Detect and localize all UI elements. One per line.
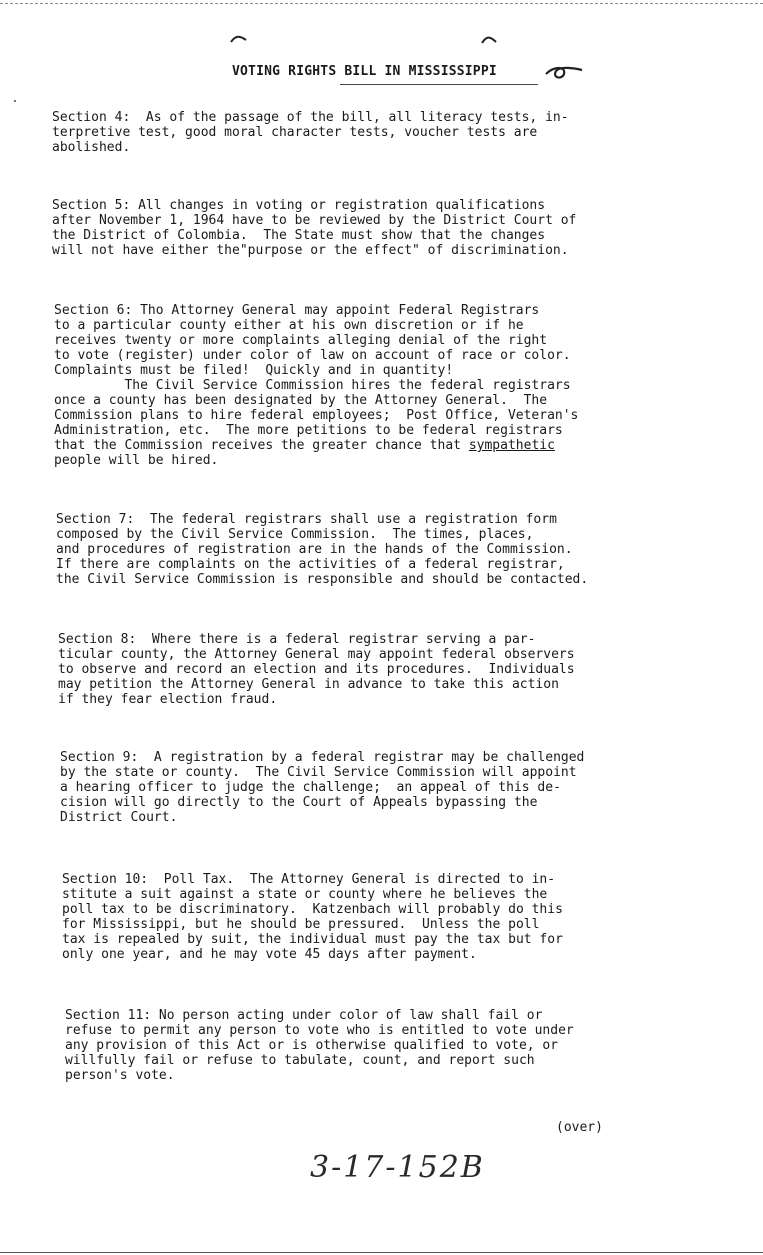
section-6: Section 6: Tho Attorney General may appoint Federal Registrars to a particular county either at his own discretion or if he receives twenty or more complaints alleging denial of the right to vote (register) under color of law on account of race or color. Complaints must be filed! Quickly and in quantity! The Civil Service Commission hires the federal registrars once a county has been designated by the Attorney General. The Commission plans to hire federal employees; Post Office, Veteran's Administration, etc. The more petitions to be federal registrars that the Commission receives the greater chance that sympathetic people will be hired. [54, 303, 579, 468]
underlined-word: sympathetic [468, 438, 555, 453]
page-bottom-edge [0, 1252, 763, 1253]
page-top-edge [0, 3, 763, 4]
section-7: Section 7: The federal registrars shall use a registration form composed by the Civil Service Commission. The times, places, and procedures of registration are in the hands of the Commission. If there are complaints on the activities of a federal registrar, the Civil Service Commission is responsible and should be contacted. [56, 512, 589, 587]
section-4: Section 4: As of the passage of the bill, all literacy tests, in- terpretive test, good moral character tests, voucher tests are abolished. [52, 110, 569, 155]
section-8: Section 8: Where there is a federal registrar serving a par- ticular county, the Attorney General may appoint federal observers to observe and record an election and its procedures. Individuals may petition the Attorney General in advance to take this action if they fear election fraud. [58, 632, 575, 707]
handwritten-note: 3-17-152B [310, 1150, 485, 1185]
scan-speck [14, 100, 16, 102]
section-9: Section 9: A registration by a federal registrar may be challenged by the state or county. The Civil Service Commission will appoint a hearing officer to judge the challenge; an appeal of this de- cision will go directly to the Court of Appeals bypassing the District Court. [60, 750, 585, 825]
pen-tick-mark-right [480, 34, 498, 44]
section-5: Section 5: All changes in voting or registration qualifications after November 1, 1964 have to be reviewed by the District Court of the District of Colombia. The State must show that the changes will not have either the"purpose or the effect" of discrimination. [52, 198, 577, 258]
over-label: (over) [556, 1120, 603, 1135]
document-title: VOTING RIGHTS BILL IN MISSISSIPPI [232, 64, 497, 79]
section-10: Section 10: Poll Tax. The Attorney General is directed to in- stitute a suit against a state or county where he believes the poll tax to be discriminatory. Katzenbach will probably do this for Mississippi, but he should be pressured. Unless the poll tax is repealed by suit, the individual must pay the tax but for only one year, and he may vote 45 days after payment. [62, 872, 563, 962]
pen-tick-mark-left [230, 34, 248, 44]
handwritten-scribble-mark [544, 62, 584, 82]
title-underline [340, 84, 538, 85]
section-11: Section 11: No person acting under color of law shall fail or refuse to permit any person to vote who is entitled to vote under any provision of this Act or is otherwise qualified to vote, or willfully fail or refuse to tabulate, count, and report such person's vote. [65, 1008, 574, 1083]
